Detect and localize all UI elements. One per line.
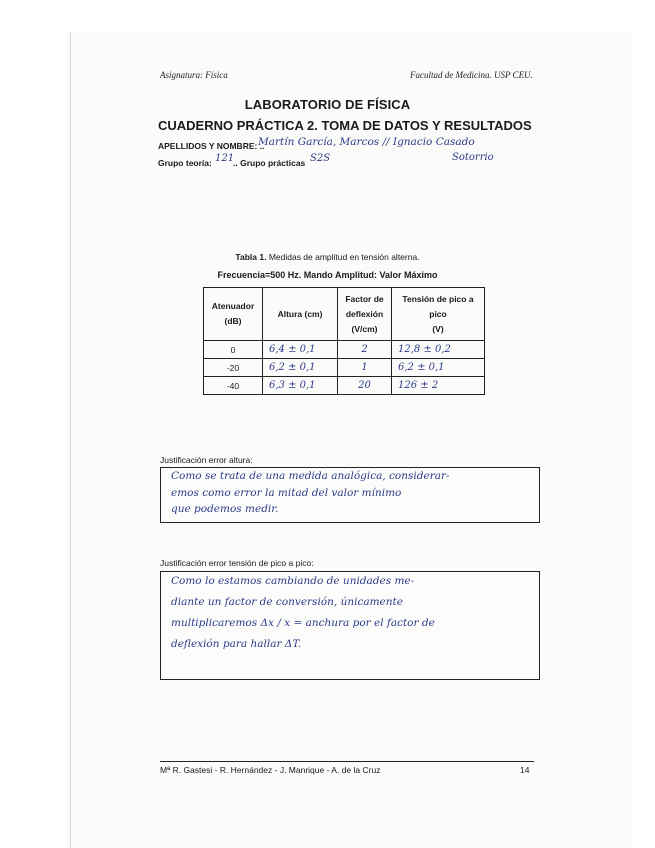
header-attenuator: Atenuador (dB) (204, 288, 263, 341)
theory-group-handwritten: 121 (215, 153, 235, 164)
names-label: APELLIDOS Y NOMBRE: .. (158, 141, 265, 151)
table-caption: Tabla 1. Medidas de amplitud en tensión alterna. (235, 252, 420, 262)
cell-factor: 20 (338, 377, 392, 395)
table-row (204, 341, 485, 359)
practice-group-handwritten: S2S (310, 153, 331, 164)
names-handwritten-continued: Sotorrio (452, 152, 494, 163)
header-subject: Asignatura: Física (160, 70, 228, 80)
theory-group-label: Grupo teoría: (158, 158, 212, 168)
table-row (204, 377, 485, 395)
practice-group-label: .. Grupo prácticas (233, 158, 306, 168)
voltage-error-label: Justificación error tensión de pico a pico: (160, 558, 314, 568)
handwritten-line: multiplicaremos Δx / x = anchura por el factor de (171, 617, 435, 629)
footer-authors: Mª R. Gastesi - R. Hernández - J. Manrique - A. de la Cruz (160, 765, 381, 775)
cell-height: 6,4 ± 0,1 (263, 341, 338, 359)
table-row (204, 359, 485, 377)
table-subcaption: Frecuencia=500 Hz. Mando Amplitud: Valor Máximo (217, 270, 438, 280)
cell-attenuator: -40 (204, 377, 263, 395)
handwritten-line: diante un factor de conversión, únicamente (171, 596, 403, 608)
document-subtitle: CUADERNO PRÁCTICA 2. TOMA DE DATOS Y RESULTADOS (158, 118, 532, 133)
cell-factor: 2 (338, 341, 392, 359)
page-number: 14 (520, 765, 530, 775)
handwritten-line: que podemos medir. (171, 503, 279, 515)
measurement-table (203, 287, 485, 395)
cell-height: 6,2 ± 0,1 (263, 359, 338, 377)
handwritten-line: deflexión para hallar ΔT. (171, 638, 302, 650)
voltage-error-box (160, 571, 540, 680)
height-error-box (160, 467, 540, 523)
cell-attenuator: -20 (204, 359, 263, 377)
footer-divider (160, 761, 534, 762)
cell-voltage: 6,2 ± 0,1 (392, 359, 485, 377)
document-title: LABORATORIO DE FÍSICA (244, 97, 411, 112)
header-height: Altura (cm) (263, 288, 338, 341)
handwritten-line: emos como error la mitad del valor mínimo (171, 487, 402, 499)
header-deflection-factor: Factor de deflexión (V/cm) (338, 288, 392, 341)
header-peak-voltage: Tensión de pico a pico (V) (392, 288, 485, 341)
cell-voltage: 126 ± 2 (392, 377, 485, 395)
paper-sheet (70, 32, 631, 848)
cell-attenuator: 0 (204, 341, 263, 359)
header-faculty: Facultad de Medicina. USP CEU. (410, 70, 533, 80)
names-handwritten: Martín García, Marcos // Ignacio Casado (258, 136, 475, 148)
cell-height: 6,3 ± 0,1 (263, 377, 338, 395)
cell-factor: 1 (338, 359, 392, 377)
height-error-label: Justificación error altura: (160, 455, 253, 465)
cell-voltage: 12,8 ± 0,2 (392, 341, 485, 359)
handwritten-line: Como lo estamos cambiando de unidades me- (171, 575, 415, 587)
handwritten-line: Como se trata de una medida analógica, considerar- (171, 470, 450, 482)
